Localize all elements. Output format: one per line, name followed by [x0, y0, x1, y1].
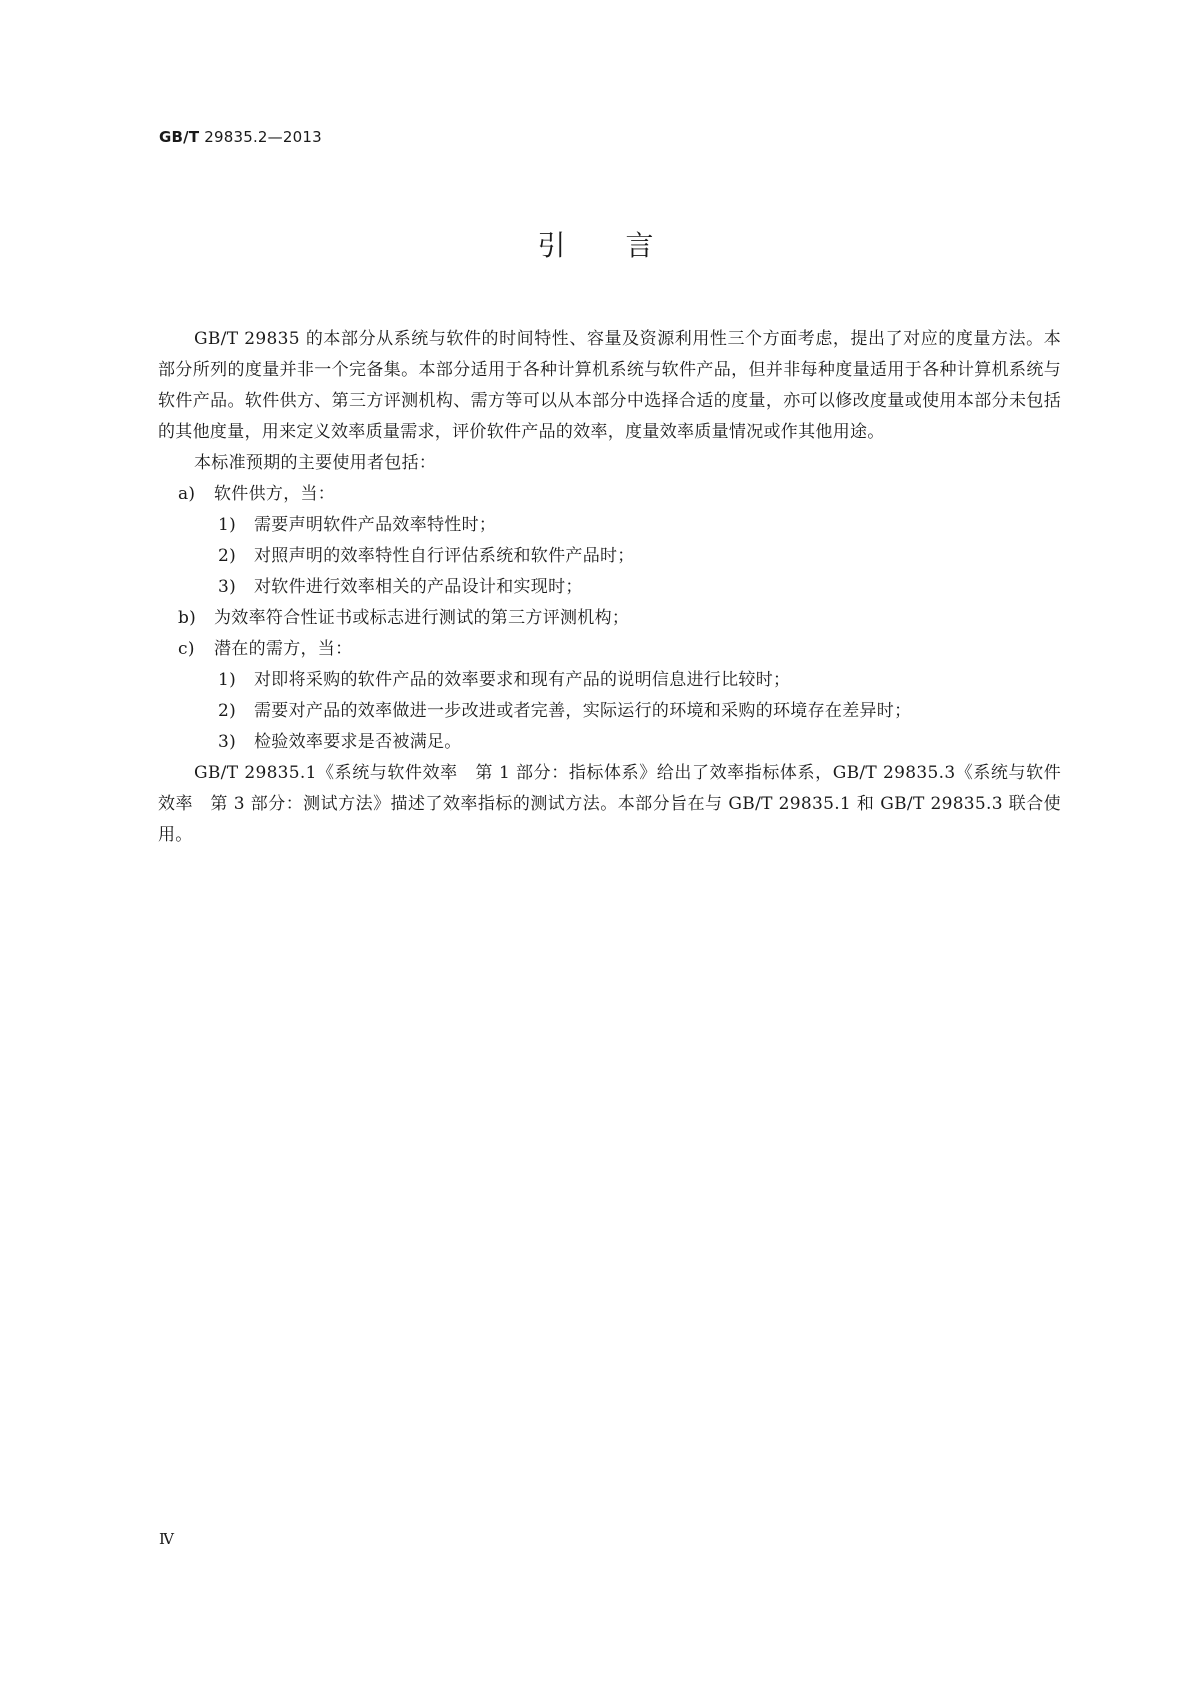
list-marker: b) — [178, 608, 197, 628]
list-marker: 3) — [218, 577, 237, 597]
page-number: Ⅳ — [159, 1530, 174, 1548]
list-item-text: 需要声明软件产品效率特性时； — [254, 515, 497, 535]
list-marker: 1) — [218, 515, 237, 535]
list-marker: c) — [178, 639, 195, 659]
list-item-text: 为效率符合性证书或标志进行测试的第三方评测机构； — [214, 608, 630, 628]
list-item-b — [158, 603, 1061, 634]
users-lead-paragraph: 本标准预期的主要使用者包括： — [194, 453, 437, 473]
section-title: 引言 — [537, 229, 714, 262]
list-marker: 2) — [218, 546, 237, 566]
list-item-text: 对照声明的效率特性自行评估系统和软件产品时； — [254, 546, 635, 566]
list-marker: 3) — [218, 732, 237, 752]
standard-code: GB/T — [159, 128, 200, 146]
standard-number: 29835.2—2013 — [204, 128, 322, 146]
list-item-a — [158, 479, 1061, 510]
closing-paragraph: GB/T 29835.1《系统与软件效率 第 1 部分：指标体系》给出了效率指标体系，GB/T 29835.3《系统与软件效率 第 3 部分：测试方法》描述了效率指标的测试方法。本部分旨在与 GB/T 29835.1 和 GB/T 29835.3 联合使用。 — [158, 763, 1061, 845]
list-item-text: 潜在的需方，当： — [214, 639, 353, 659]
list-item-a-1 — [158, 510, 1061, 541]
list-item-text: 对即将采购的软件产品的效率要求和现有产品的说明信息进行比较时； — [254, 670, 791, 690]
list-item-text: 软件供方，当： — [214, 484, 336, 504]
list-marker: a) — [178, 484, 196, 504]
list-item-a-2 — [158, 541, 1061, 572]
intro-paragraph: GB/T 29835 的本部分从系统与软件的时间特性、容量及资源利用性三个方面考虑，提出了对应的度量方法。本部分所列的度量并非一个完备集。本部分适用于各种计算机系统与软件产品，但并非每种度量适用于各种计算机系统与软件产品。软件供方、第三方评测机构、需方等可以从本部分中选择合适的度量，亦可以修改度量或使用本部分未包括的其他度量，用来定义效率质量需求，评价软件产品的效率，度量效率质量情况或作其他用途。 — [158, 329, 1061, 442]
list-item-text: 需要对产品的效率做进一步改进或者完善，实际运行的环境和采购的环境存在差异时； — [254, 701, 912, 721]
list-item-text: 检验效率要求是否被满足。 — [254, 732, 462, 752]
list-item-c — [158, 634, 1061, 665]
list-item-a-3 — [158, 572, 1061, 603]
list-marker: 1) — [218, 670, 237, 690]
standard-header — [159, 128, 322, 146]
list-item-c-2 — [158, 696, 1061, 727]
list-marker: 2) — [218, 701, 237, 721]
list-item-c-3 — [158, 727, 1061, 758]
list-item-c-1 — [158, 665, 1061, 696]
document-body — [158, 324, 1061, 851]
list-item-text: 对软件进行效率相关的产品设计和实现时； — [254, 577, 583, 597]
